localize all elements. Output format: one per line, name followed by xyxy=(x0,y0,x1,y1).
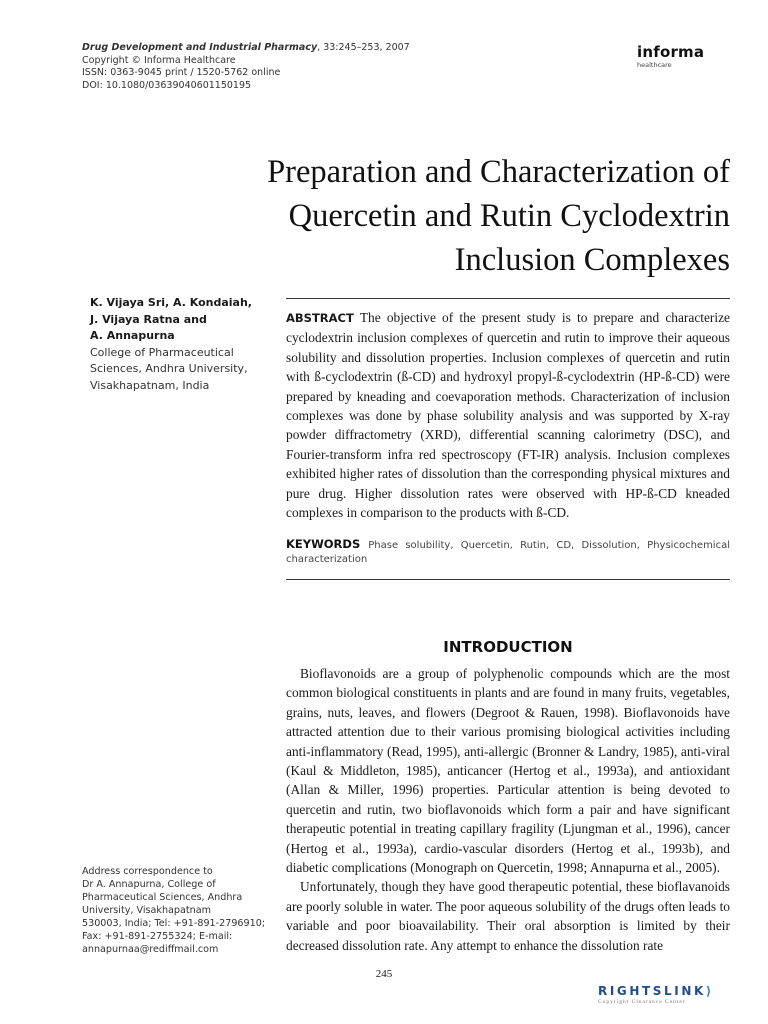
rightslink-text: RIGHTSLINK xyxy=(598,984,706,998)
issn-line: ISSN: 0363-9045 print / 1520-5762 online xyxy=(82,67,281,78)
title-line-3: Inclusion Complexes xyxy=(454,242,730,278)
copyright-line: Copyright © Informa Healthcare xyxy=(82,54,236,66)
abstract xyxy=(286,308,730,522)
correspondence-line-5: 530003, India; Tel: +91-891-2796910; xyxy=(82,918,266,929)
author-line-2: J. Vijaya Ratna and xyxy=(90,312,207,326)
title-line-2: Quercetin and Rutin Cyclodextrin xyxy=(288,198,730,234)
keywords xyxy=(286,537,730,567)
correspondence-line-4: University, Visakhapatnam xyxy=(82,905,211,916)
keywords-label: KEYWORDS xyxy=(286,537,361,551)
author-line-3: A. Annapurna xyxy=(90,329,175,342)
correspondence-email: annapurnaa@rediffmail.com xyxy=(82,944,219,955)
affiliation-line-2: Sciences, Andhra University, xyxy=(90,362,248,375)
title-line-1: Preparation and Characterization of xyxy=(267,154,730,190)
citation-line xyxy=(82,42,410,55)
journal-meta xyxy=(82,42,410,92)
rightslink-logo xyxy=(598,984,714,1005)
publisher-sub: healthcare xyxy=(637,61,672,69)
authors-block xyxy=(90,295,270,394)
publisher-logo xyxy=(637,44,704,69)
author-line-1: K. Vijaya Sri, A. Kondaiah, xyxy=(90,296,252,309)
journal-name: Drug Development and Industrial Pharmacy xyxy=(82,42,318,53)
doi-line: DOI: 10.1080/03639040601150195 xyxy=(82,79,252,91)
correspondence-line-3: Pharmaceutical Sciences, Andhra xyxy=(82,892,243,903)
correspondence-line-2: Dr A. Annapurna, College of xyxy=(82,879,216,890)
publisher-name: informa xyxy=(637,43,705,61)
abstract-text: The objective of the present study is to prepare and characterize cyclodextrin inclusion complexes of quercetin and rutin to improve their aqueous solubility and dissolution properties. Inclusion complexes of quercetin and rutin with ß-cyclodextrin (ß-CD) and hydroxyl propyl-ß-cyclodextrin (HP-ß-CD) were prepared by kneading and coevaporation methods. Characterization of inclusion complexes was done by phase solubility analysis and was supported by X-ray powder diffractometry (XRD), differential scanning calorimetry (DSC), and Fourier-transform infra red spectroscopy (FT-IR) analysis. Inclusion complexes exhibited higher rates of dissolution than the corresponding physical mixtures and pure drug. Higher dissolution rates were observed with HP-ß-CD kneaded complexes in comparison to the products with ß-CD. xyxy=(286,310,730,521)
rightslink-sub: Copyright Clearance Center xyxy=(598,999,686,1005)
page-number: 245 xyxy=(375,968,393,980)
correspondence-line-1: Address correspondence to xyxy=(82,866,213,877)
keywords-text: Phase solubility, Quercetin, Rutin, CD, Dissolution, Physicochemical characterization xyxy=(286,540,730,565)
correspondence-note xyxy=(82,865,277,956)
affiliation-line-3: Visakhapatnam, India xyxy=(90,378,210,392)
rightslink-arrow-icon: ⟩ xyxy=(705,984,714,998)
rightslink-wordmark xyxy=(598,984,714,998)
affiliation-line-1: College of Pharmaceutical xyxy=(90,345,234,359)
correspondence-line-6: Fax: +91-891-2755324; E-mail: xyxy=(82,931,233,942)
affiliation xyxy=(90,345,270,395)
abstract-bottom-rule xyxy=(286,579,730,580)
intro-paragraph-2: Unfortunately, though they have good therapeutic potential, these bioflavanoids are poorly soluble in water. The poor aqueous solubility of the drugs often leads to variable and poor bioavailability. Their oral absorption is limited by their decreased dissolution rate. Any attempt to enhance the dissolution rate xyxy=(286,879,730,953)
introduction-body xyxy=(286,664,730,955)
author-names xyxy=(90,295,270,345)
article-title xyxy=(110,150,730,282)
intro-paragraph-1: Bioflavonoids are a group of polyphenolic compounds which are the most common biological constituents in plants and are found in many fruits, vegetables, grains, nuts, leaves, and flowers (Degroot & Rauen, 1998). Bioflavonoids have attracted attention due to their various promising biological activities including anti-inflammatory (Read, 1995), anti-allergic (Bronner & Landry, 1985), anti-viral (Kaul & Middleton, 1985), anticancer (Hertog et al., 1993a), and antioxidant (Allan & Miller, 1996) properties. Particular attention is being devoted to quercetin and rutin, two bioflavonoids which form a pair and have significant therapeutic potential in treating capillary fragility (Ljungman et al., 1996), cancer (Hertog et al., 1993a), cardio-vascular disorders (Hertog et al., 1993b), and diabetic complications (Monograph on Quercetin, 1998; Annapurna et al., 2005). xyxy=(286,666,730,876)
abstract-top-rule xyxy=(286,298,730,299)
abstract-label: ABSTRACT xyxy=(286,311,354,325)
introduction-heading: INTRODUCTION xyxy=(443,638,573,656)
citation: , 33:245–253, 2007 xyxy=(317,42,410,53)
